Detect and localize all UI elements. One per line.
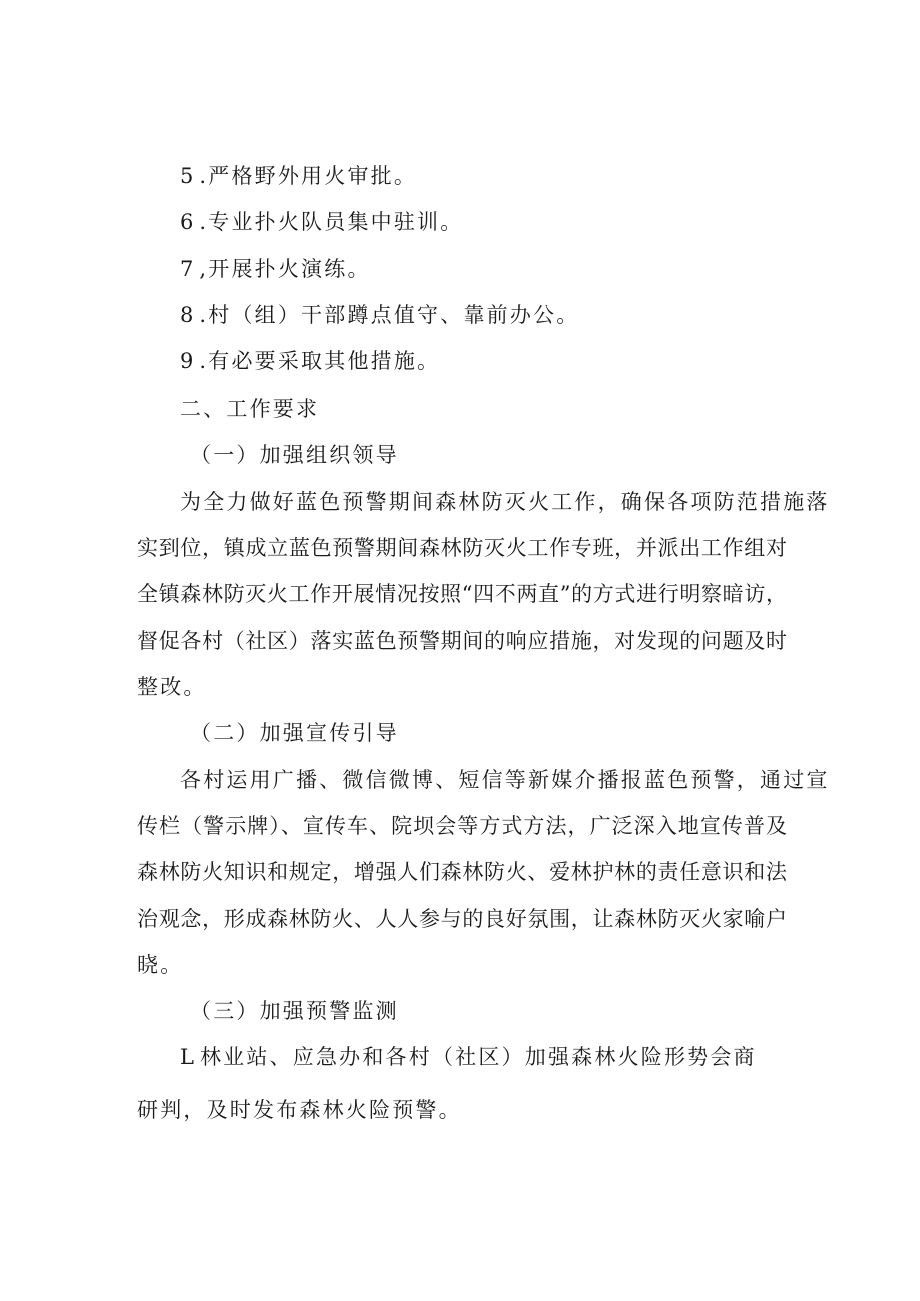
measure-item-7 <box>180 255 371 283</box>
list-marker: L <box>180 1045 194 1069</box>
measure-item-5 <box>180 162 417 190</box>
measure-item-6 <box>180 208 463 236</box>
paragraph-3-line-2: 研判，及时发布森林火险预警。 <box>137 1098 462 1122</box>
subsection-heading-2: （二）加强宣传引导 <box>190 721 399 745</box>
item-text: .有必要采取其他措施。 <box>199 349 441 373</box>
item-number: 8 <box>180 303 194 327</box>
item-text: .专业扑火队员集中驻训。 <box>199 210 464 234</box>
item-text: .村（组）干部蹲点值守、靠前办公。 <box>199 303 580 327</box>
item-text: ,开展扑火演练。 <box>199 257 371 281</box>
paragraph-2-line-2: 传栏（警示牌）、宣传车、院坝会等方式方法，广泛深入地宣传普及 <box>137 814 787 838</box>
paragraph-1-line-5: 整改。 <box>137 675 207 699</box>
paragraph-1-line-4: 督促各村（社区）落实蓝色预警期间的响应措施，对发现的问题及时 <box>137 629 787 653</box>
measure-item-9 <box>180 347 440 375</box>
paragraph-1-line-3: 全镇森林防灭火工作开展情况按照“四不两直”的方式进行明察暗访， <box>137 582 787 606</box>
item-number: 7 <box>180 257 194 281</box>
item-text: .严格野外用火审批。 <box>199 164 418 188</box>
paragraph-1-line-1: 为全力做好蓝色预警期间森林防灭火工作，确保各项防范措施落 <box>180 490 830 514</box>
paragraph-3-text: 林业站、应急办和各村（社区）加强森林火险形势会商 <box>199 1045 757 1069</box>
paragraph-1-line-2: 实到位，镇成立蓝色预警期间森林防灭火工作专班，并派出工作组对 <box>137 536 787 560</box>
paragraph-2-line-3: 森林防火知识和规定，增强人们森林防火、爱林护林的责任意识和法 <box>137 860 787 884</box>
item-number: 6 <box>180 210 194 234</box>
paragraph-3-line-1 <box>180 1043 757 1071</box>
section-heading: 二、工作要求 <box>180 397 320 421</box>
measure-item-8 <box>180 301 579 329</box>
item-number: 9 <box>180 349 194 373</box>
paragraph-2-line-5: 晓。 <box>137 953 184 977</box>
subsection-heading-1: （一）加强组织领导 <box>190 443 399 467</box>
paragraph-2-line-1: 各村运用广播、微信微博、短信等新媒介播报蓝色预警，通过宣 <box>180 768 830 792</box>
subsection-heading-3: （三）加强预警监测 <box>190 999 399 1023</box>
item-number: 5 <box>180 164 194 188</box>
paragraph-2-line-4: 治观念，形成森林防火、人人参与的良好氛围，让森林防灭火家喻户 <box>137 907 787 931</box>
